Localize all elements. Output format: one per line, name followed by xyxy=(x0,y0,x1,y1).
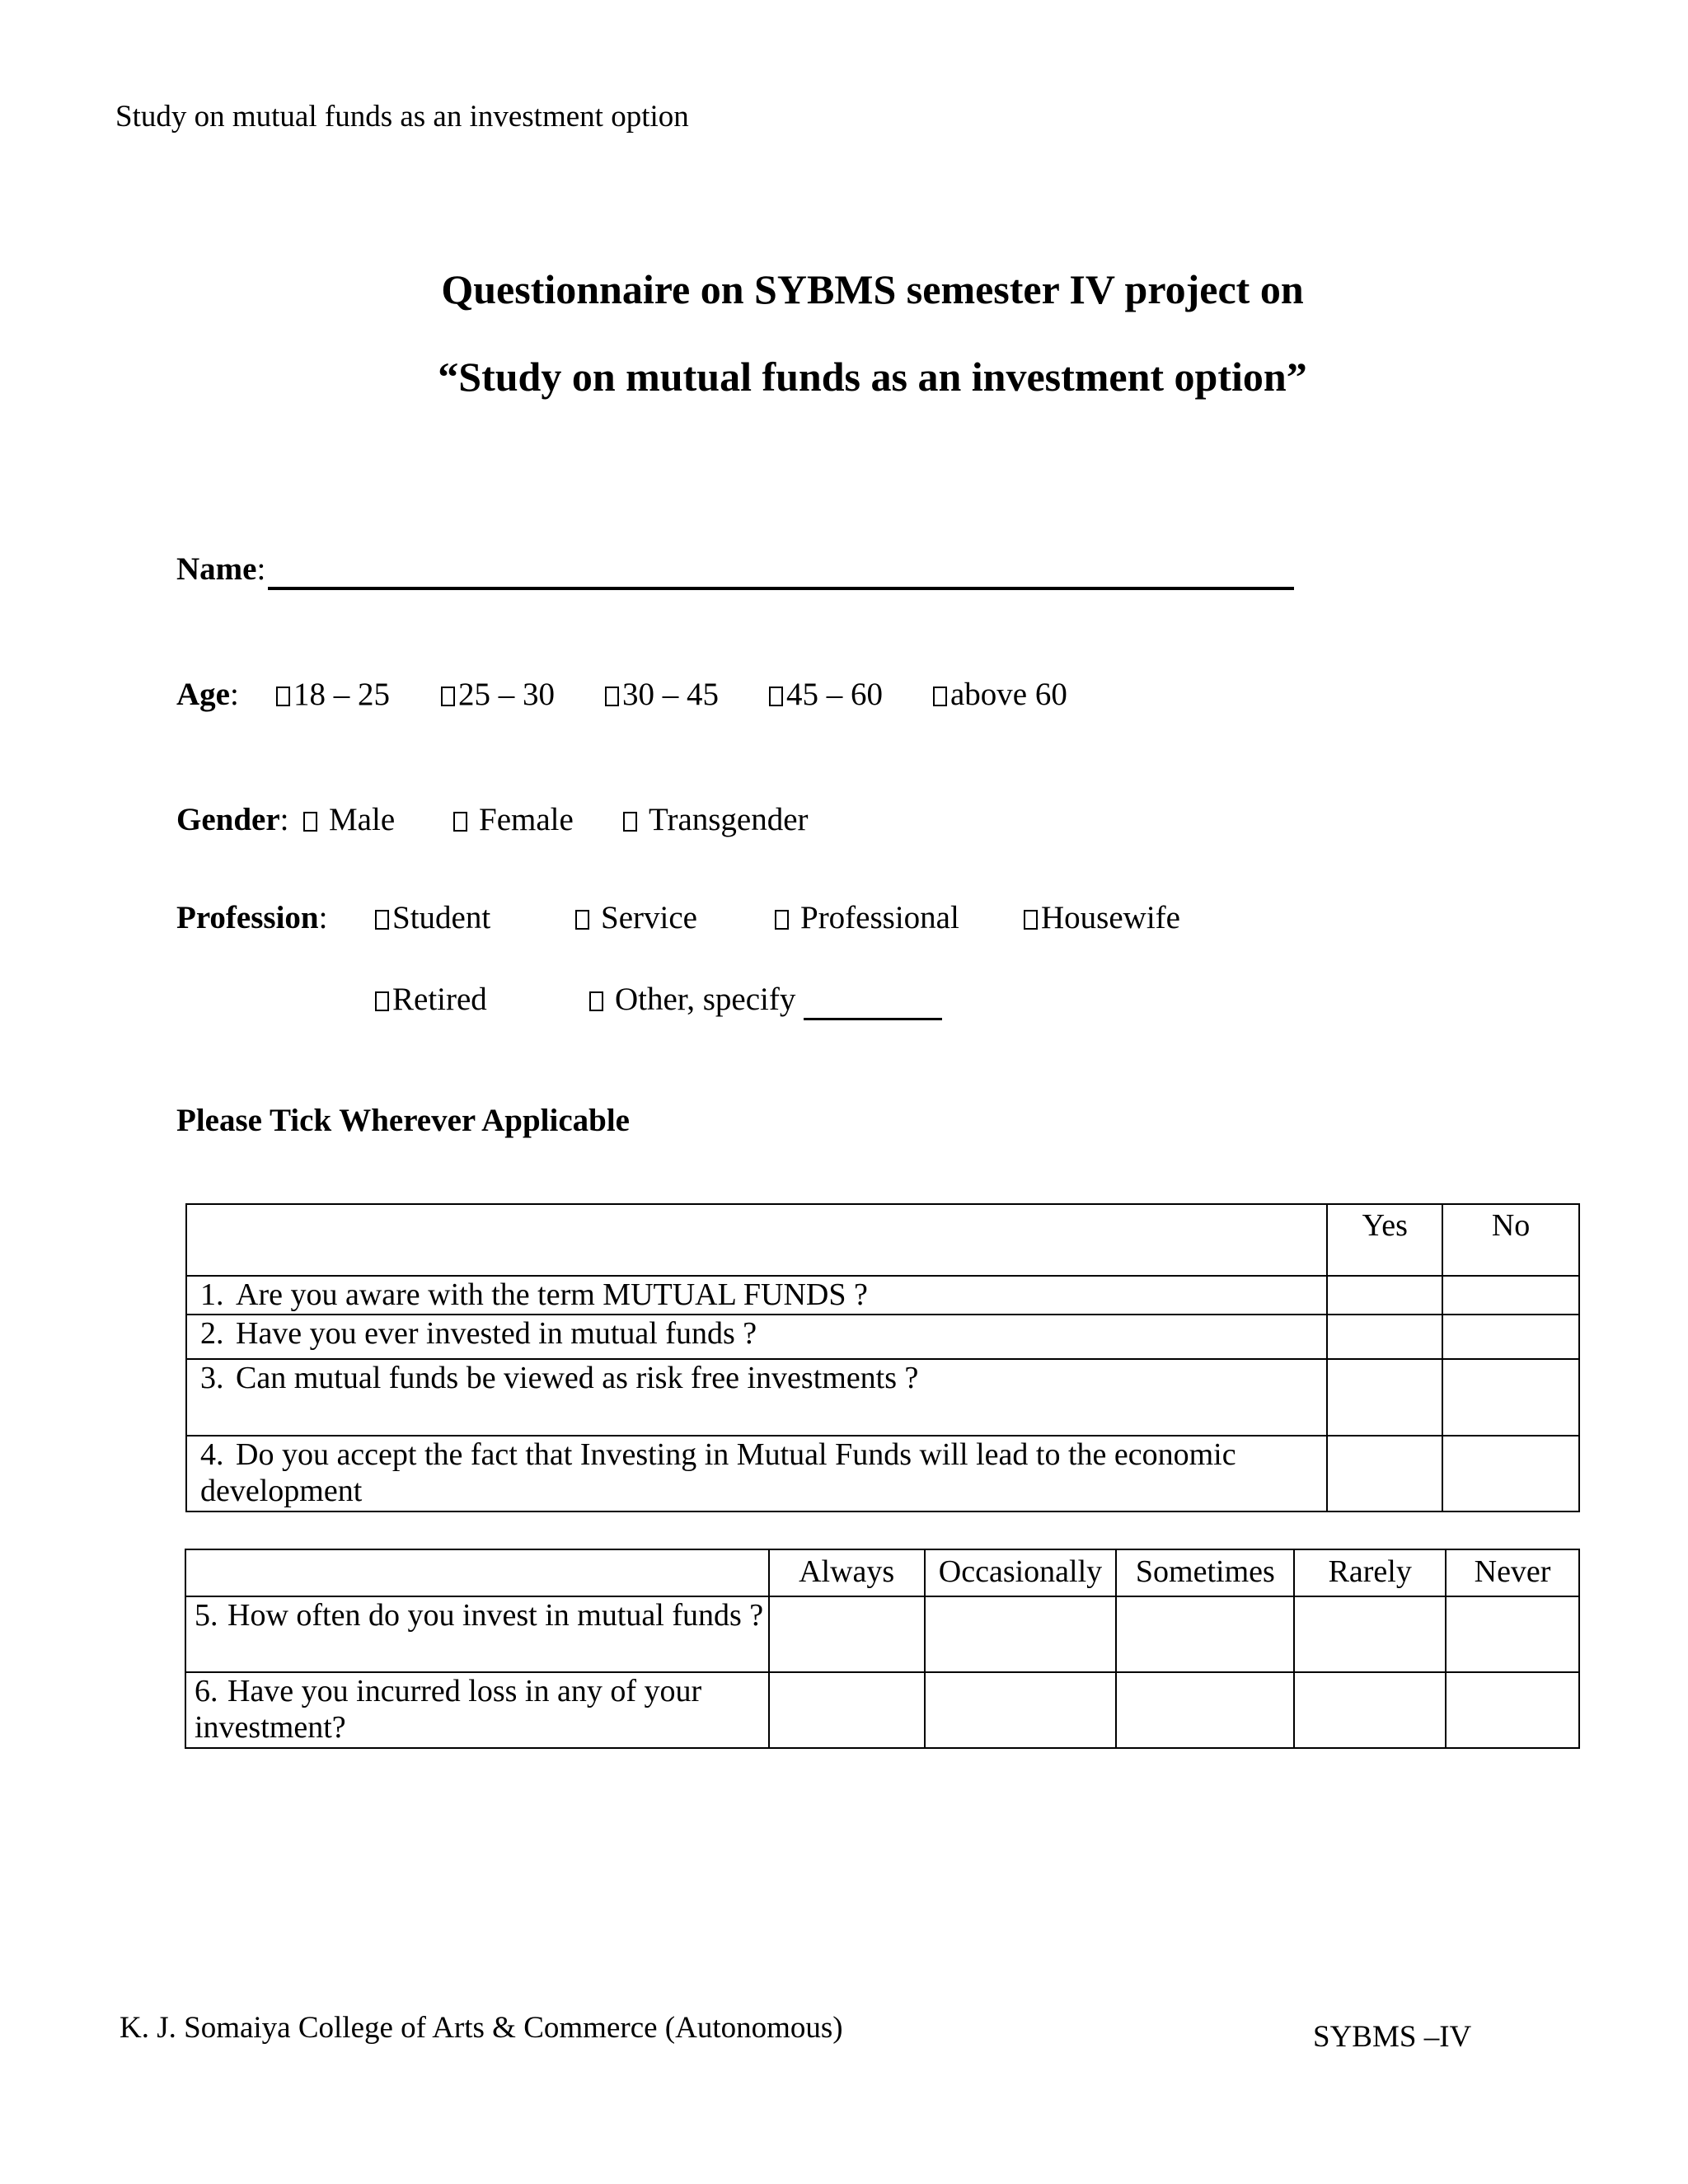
answer-cell-yes[interactable] xyxy=(1327,1315,1442,1359)
answer-cell-yes[interactable] xyxy=(1327,1359,1442,1436)
table-row: 1. Are you aware with the term MUTUAL FUNDS ? xyxy=(186,1276,1579,1315)
profession-row: Profession: xyxy=(176,900,328,935)
name-input-line[interactable] xyxy=(268,587,1294,590)
checkbox-icon[interactable] xyxy=(375,910,389,930)
answer-cell-never[interactable] xyxy=(1446,1596,1579,1672)
checkbox-icon[interactable] xyxy=(453,812,467,832)
yes-no-table xyxy=(185,1203,1580,1512)
checkbox-icon[interactable] xyxy=(605,687,619,706)
running-header: Study on mutual funds as an investment option xyxy=(115,100,689,134)
answer-cell-no[interactable] xyxy=(1442,1276,1579,1315)
name-field-row xyxy=(176,551,265,588)
checkbox-icon[interactable] xyxy=(769,687,783,706)
checkbox-icon[interactable] xyxy=(623,812,637,832)
profession-option-professional[interactable]: Professional xyxy=(775,899,959,936)
gender-option-transgender[interactable]: Transgender xyxy=(623,801,809,838)
checkbox-icon[interactable] xyxy=(375,991,389,1011)
checkbox-icon[interactable] xyxy=(775,910,789,930)
gender-label: Gender xyxy=(176,802,280,837)
answer-cell-no[interactable] xyxy=(1442,1359,1579,1436)
footer-college: K. J. Somaiya College of Arts & Commerce (Autonomous) xyxy=(120,2011,843,2045)
rarely-header: Rarely xyxy=(1294,1549,1446,1596)
always-header: Always xyxy=(769,1549,925,1596)
no-header: No xyxy=(1442,1204,1579,1276)
table-row: 5. How often do you invest in mutual funds ? xyxy=(185,1596,1579,1672)
age-label: Age xyxy=(176,677,230,712)
gender-option-male[interactable]: Male xyxy=(303,801,395,838)
answer-cell-always[interactable] xyxy=(769,1596,925,1672)
yes-header: Yes xyxy=(1327,1204,1442,1276)
answer-cell-no[interactable] xyxy=(1442,1315,1579,1359)
table-row: 4. Do you accept the fact that Investing in Mutual Funds will lead to the economic development xyxy=(186,1436,1579,1511)
frequency-table xyxy=(185,1549,1580,1749)
other-specify-blank[interactable] xyxy=(804,981,942,1020)
age-row: Age: xyxy=(176,677,239,712)
answer-cell-yes[interactable] xyxy=(1327,1436,1442,1511)
profession-option-other[interactable]: Other, specify xyxy=(589,981,942,1020)
never-header: Never xyxy=(1446,1549,1579,1596)
age-option-45-60[interactable]: 45 – 60 xyxy=(769,676,883,713)
answer-cell-occasionally[interactable] xyxy=(925,1672,1117,1748)
profession-option-service[interactable]: Service xyxy=(575,899,697,936)
checkbox-icon[interactable] xyxy=(441,687,455,706)
instruction-text: Please Tick Wherever Applicable xyxy=(176,1103,630,1138)
profession-option-retired[interactable]: Retired xyxy=(375,981,487,1018)
table-row: 3. Can mutual funds be viewed as risk free investments ? xyxy=(186,1359,1579,1436)
profession-label: Profession xyxy=(176,900,319,935)
age-option-30-45[interactable]: 30 – 45 xyxy=(605,676,719,713)
checkbox-icon[interactable] xyxy=(1024,910,1038,930)
checkbox-icon[interactable] xyxy=(933,687,947,706)
checkbox-icon[interactable] xyxy=(589,991,603,1011)
answer-cell-occasionally[interactable] xyxy=(925,1596,1117,1672)
table-header-row xyxy=(186,1204,1579,1276)
answer-cell-always[interactable] xyxy=(769,1672,925,1748)
answer-cell-yes[interactable] xyxy=(1327,1276,1442,1315)
empty-header-cell xyxy=(185,1549,769,1596)
name-label: Name xyxy=(176,551,257,587)
table-row: 2. Have you ever invested in mutual funds ? xyxy=(186,1315,1579,1359)
gender-row: Gender: xyxy=(176,802,289,837)
occasionally-header: Occasionally xyxy=(925,1549,1117,1596)
page-title-line1: Questionnaire on SYBMS semester IV project on xyxy=(441,266,1304,312)
answer-cell-rarely[interactable] xyxy=(1294,1596,1446,1672)
answer-cell-sometimes[interactable] xyxy=(1116,1672,1294,1748)
footer-class: SYBMS –IV xyxy=(1313,2020,1472,2054)
checkbox-icon[interactable] xyxy=(303,812,317,832)
name-colon: : xyxy=(256,551,266,587)
profession-option-student[interactable]: Student xyxy=(375,899,490,936)
profession-option-housewife[interactable]: Housewife xyxy=(1024,899,1180,936)
page-title-line2: “Study on mutual funds as an investment option” xyxy=(438,354,1307,400)
answer-cell-sometimes[interactable] xyxy=(1116,1596,1294,1672)
checkbox-icon[interactable] xyxy=(276,687,290,706)
age-option-18-25[interactable]: 18 – 25 xyxy=(276,676,390,713)
gender-option-female[interactable]: Female xyxy=(453,801,574,838)
answer-cell-rarely[interactable] xyxy=(1294,1672,1446,1748)
age-option-25-30[interactable]: 25 – 30 xyxy=(441,676,555,713)
table-row: 6. Have you incurred loss in any of your investment? xyxy=(185,1672,1579,1748)
table-header-row xyxy=(185,1549,1579,1596)
checkbox-icon[interactable] xyxy=(575,910,589,930)
age-option-above-60[interactable]: above 60 xyxy=(933,676,1067,713)
answer-cell-never[interactable] xyxy=(1446,1672,1579,1748)
empty-header-cell xyxy=(186,1204,1327,1276)
answer-cell-no[interactable] xyxy=(1442,1436,1579,1511)
sometimes-header: Sometimes xyxy=(1116,1549,1294,1596)
